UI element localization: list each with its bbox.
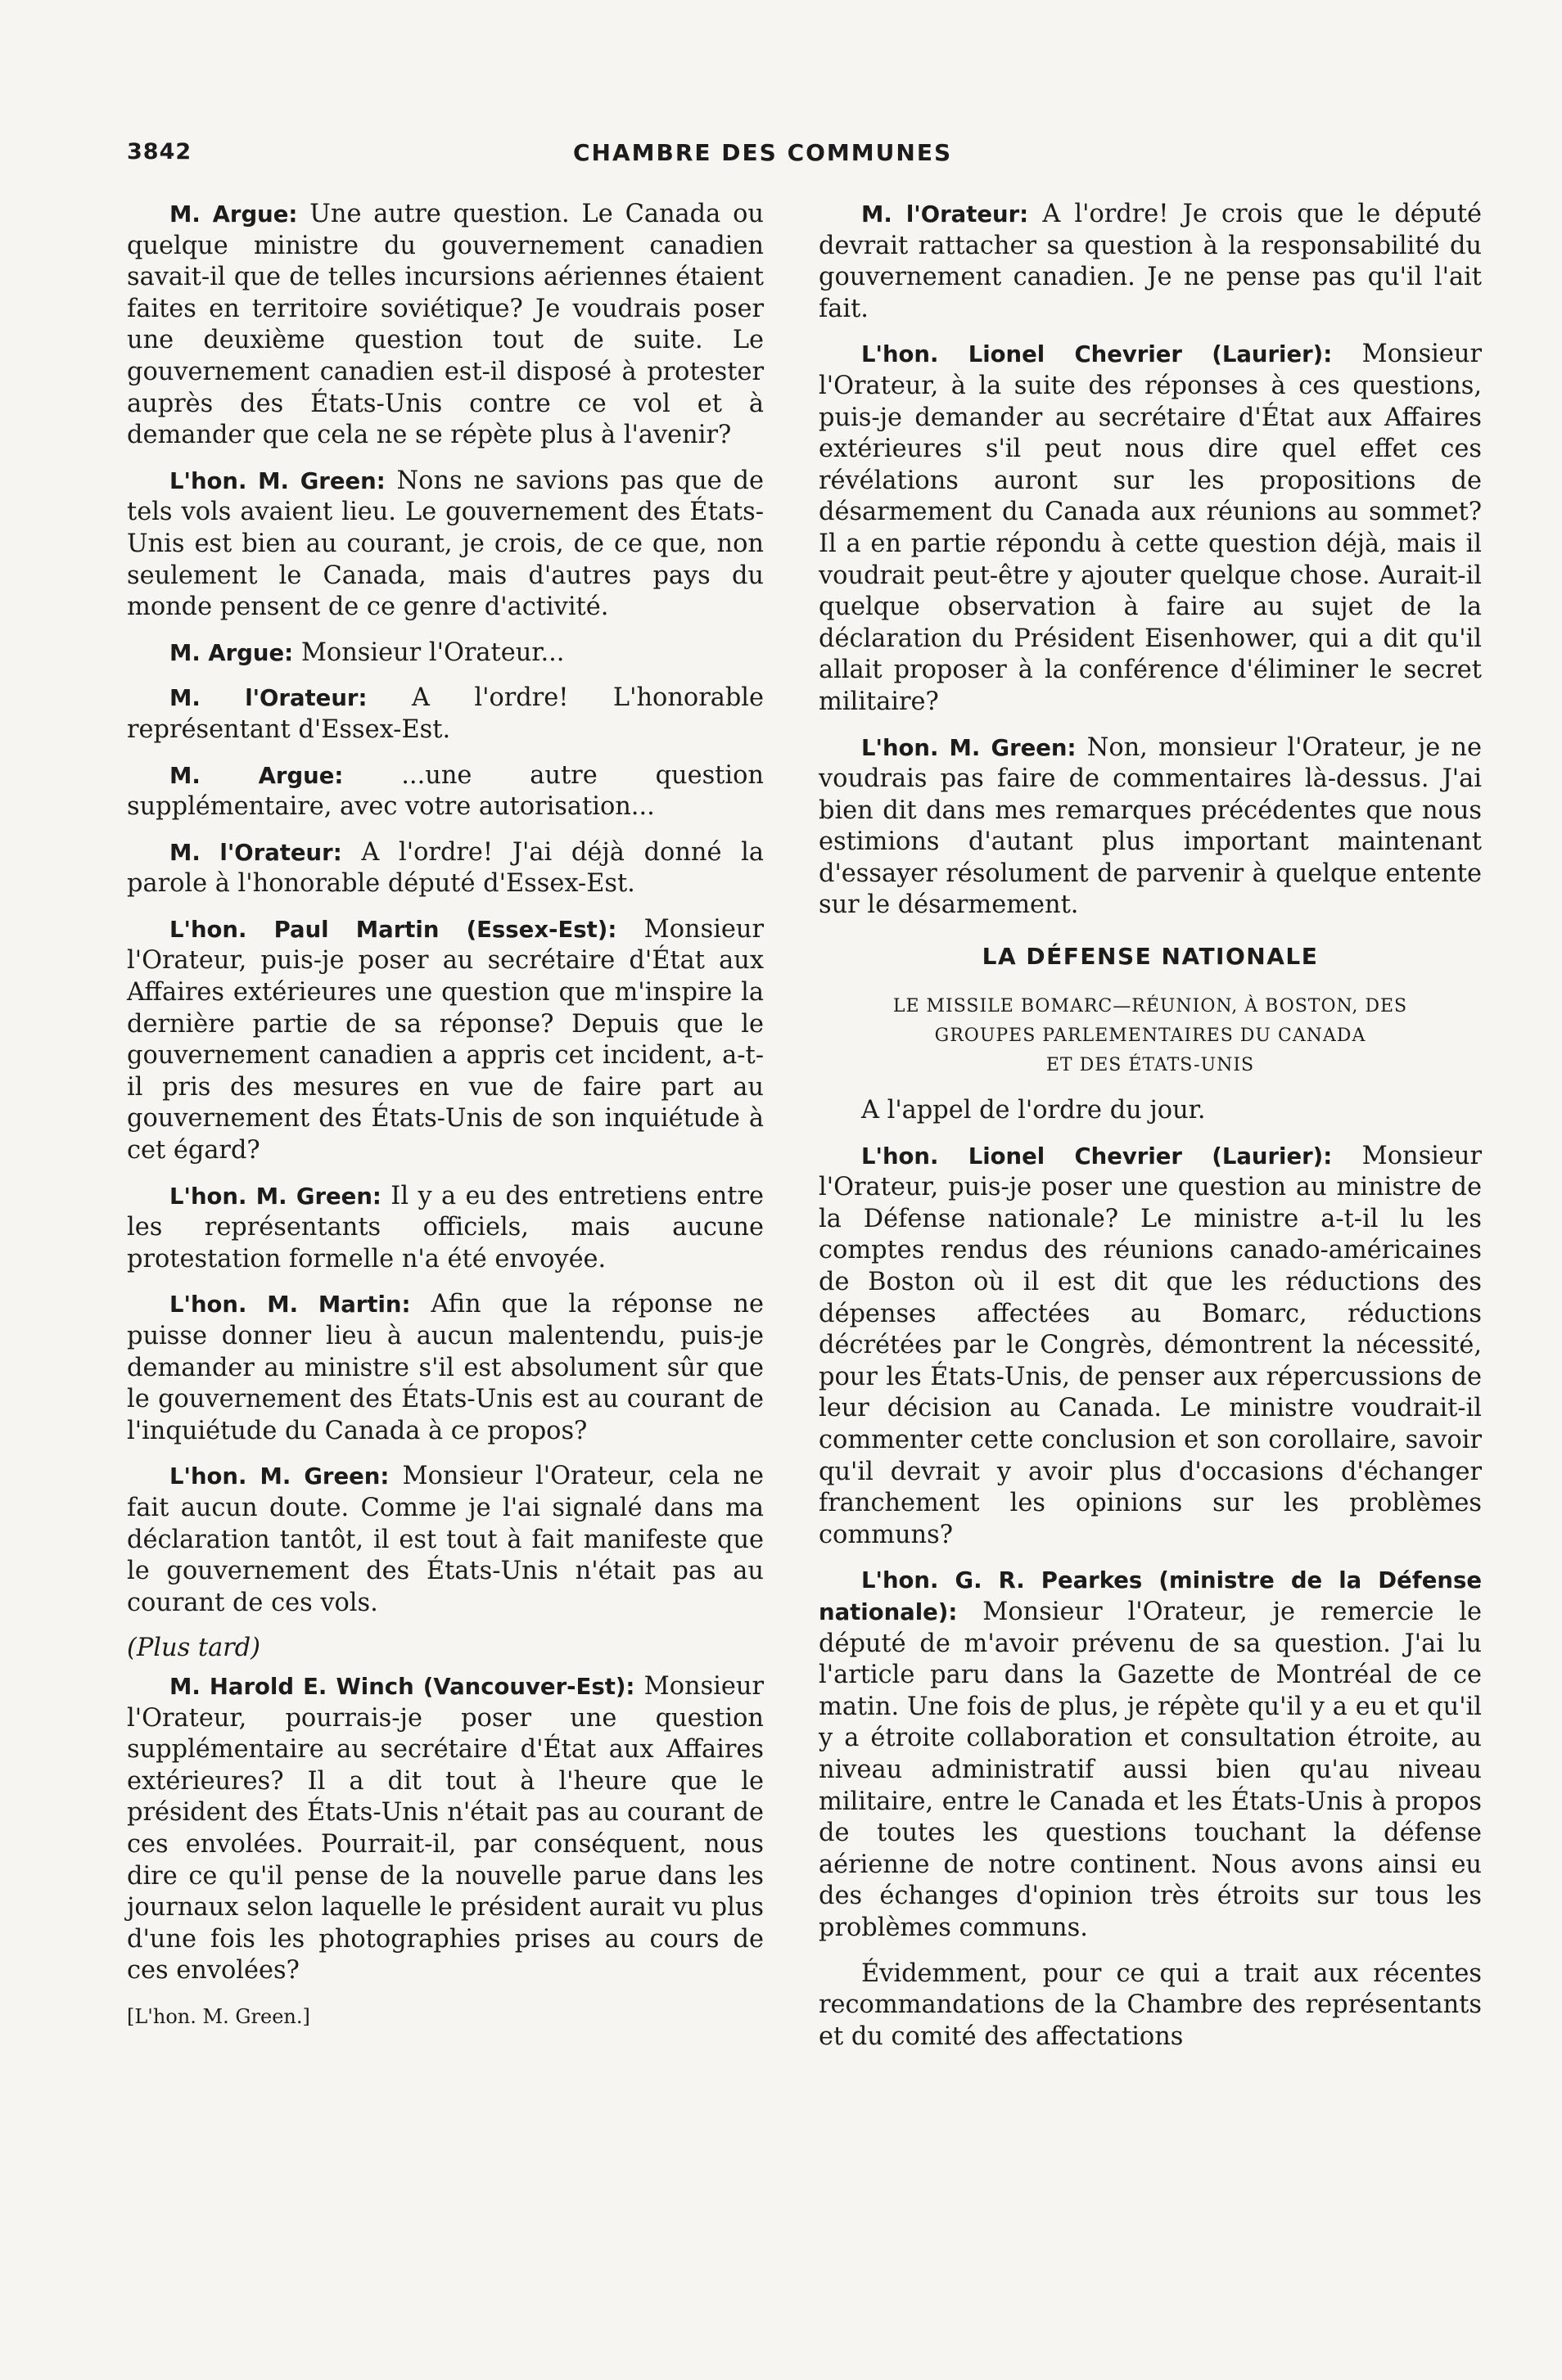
speech-text: Monsieur l'Orateur, à la suite des réponses à ces questions, puis-je demander au secrétaire d'État aux Affaires extérieures s'il peut nous dire quel effet ces révélations auront sur les propositions de désarmement du Canada aux réunions au sommet? Il a en partie répondu à cette question déjà, mais il voudrait peut-être y ajouter quelque chose. Aurait-il quelque observation à faire au sujet de la déclaration du Président Eisenhower, qui a dit qu'il allait proposer à la conférence d'éliminer le secret militaire? bbox=[819, 340, 1482, 716]
paragraph bbox=[127, 199, 764, 452]
page-number: 3842 bbox=[127, 139, 192, 165]
speech-text: Monsieur l'Orateur, cela ne fait aucun doute. Comme je l'ai signalé dans ma déclaration tantôt, il est tout à fait manifeste que le gouvernement des États-Unis n'était pas au courant de ces vols. bbox=[127, 1462, 764, 1617]
paragraph bbox=[127, 466, 764, 624]
speaker-name: L'hon. M. Green: bbox=[861, 734, 1077, 761]
speaker-name: L'hon. M. Martin: bbox=[169, 1291, 411, 1318]
paragraph bbox=[819, 199, 1482, 325]
speech-text: Monsieur l'Orateur... bbox=[293, 638, 565, 667]
speech-text: Une autre question. Le Canada ou quelque ministre du gouvernement canadien savait-il que de telles incursions aériennes étaient faites en territoire soviétique? Je voudrais poser une deuxième question tout de suite. Le gouvernement canadien est-il disposé à protester auprès des États-Unis contre ce vol et à demander que cela ne se répète plus à l'avenir? bbox=[127, 200, 764, 450]
sub-heading bbox=[819, 992, 1482, 1080]
speech-text: Monsieur l'Orateur, je remercie le député de m'avoir prévenu de sa question. J'ai lu l'article paru dans la Gazette de Montréal de ce matin. Une fois de plus, je répète qu'il y a eu et qu'il y a étroite collaboration et consultation étroite, au niveau administratif aussi bien qu'au niveau militaire, entre le Canada et les États-Unis à propos de toutes les questions touchant la défense aérienne de notre continent. Nous avons ainsi eu des échanges d'opinion très étroits sur tous les problèmes communs. bbox=[819, 1597, 1482, 1942]
section-heading: LA DÉFENSE NATIONALE bbox=[982, 943, 1319, 971]
left-column bbox=[127, 199, 764, 2052]
speech-text: Monsieur l'Orateur, puis-je poser une question au ministre de la Défense nationale? Le ministre a-t-il lu les comptes rendus des réunions canado-américaines de Boston où il est dit que les réductions des dépenses affectées au Bomarc, réductions décrétées par le Congrès, démontrent la nécessité, pour les États-Unis, de penser aux répercussions de leur décision au Canada. Le ministre voudrait-il commenter cette conclusion et son corollaire, savoir qu'il devrait y avoir plus d'occasions d'échanger franchement les opinions sur les problèmes communs? bbox=[819, 1141, 1482, 1549]
order-of-day: A l'appel de l'ordre du jour. bbox=[861, 1096, 1206, 1125]
speaker-name: M. Argue: bbox=[169, 639, 294, 666]
speech-text: Monsieur l'Orateur, puis-je poser au secrétaire d'État aux Affaires extérieures une question que m'inspire la dernière partie de sa réponse? Depuis que le gouvernement canadien a appris cet incident, a-t-il pris des mesures en vue de faire part au gouvernement des États-Unis de son inquiétude à cet égard? bbox=[127, 914, 764, 1165]
right-column bbox=[819, 199, 1482, 2067]
paragraph bbox=[127, 914, 764, 1167]
paragraph bbox=[127, 837, 764, 900]
speech-text: A l'ordre! J'ai déjà donné la parole à l'honorable député d'Essex-Est. bbox=[127, 837, 764, 899]
speech-text: A l'ordre! L'honorable représentant d'Essex-Est. bbox=[127, 683, 764, 744]
speaker-name: L'hon. Lionel Chevrier (Laurier): bbox=[861, 1143, 1333, 1170]
speaker-name: L'hon. Lionel Chevrier (Laurier): bbox=[861, 341, 1333, 368]
sub-heading-line: ET DES ÉTATS-UNIS bbox=[1045, 1055, 1255, 1076]
speech-text: Non, monsieur l'Orateur, je ne voudrais pas faire de commentaires là-dessus. J'ai bien dit dans mes remarques précédentes que nous estimions d'autant plus important maintenant d'essayer résolument de parvenir à quelque entente sur le désarmement. bbox=[819, 732, 1482, 920]
sub-heading-line: LE MISSILE BOMARC—RÉUNION, À BOSTON, DES bbox=[892, 996, 1408, 1017]
paragraph bbox=[127, 1671, 764, 1987]
paragraph bbox=[819, 339, 1482, 718]
paragraph bbox=[819, 1141, 1482, 1552]
paragraph bbox=[127, 1289, 764, 1447]
paragraph bbox=[127, 760, 764, 823]
speaker-name: M. l'Orateur: bbox=[169, 685, 368, 712]
paragraph bbox=[127, 683, 764, 746]
paragraph bbox=[819, 1565, 1482, 1944]
speaker-name: L'hon. M. Green: bbox=[169, 1183, 381, 1210]
speaker-name: M. Argue: bbox=[169, 201, 298, 228]
paragraph bbox=[819, 732, 1482, 922]
speech-text: Afin que la réponse ne puisse donner lieu à aucun malentendu, puis-je demander au ministre s'il est absolument sûr que le gouvernement des États-Unis est au courant de l'inquiétude du Canada à ce propos? bbox=[127, 1290, 764, 1445]
sub-heading-line: GROUPES PARLEMENTAIRES DU CANADA bbox=[934, 1025, 1366, 1047]
time-note: (Plus tard) bbox=[127, 1634, 261, 1663]
speech-text: Nons ne savions pas que de tels vols avaient lieu. Le gouvernement des États-Unis est bien au courant, je crois, de ce que, non seulement le Canada, mais d'autres pays du monde pensent de ce genre d'activité. bbox=[127, 466, 764, 622]
paragraph bbox=[127, 1181, 764, 1276]
speaker-name: L'hon. M. Green: bbox=[169, 1463, 390, 1490]
speech-text: Il y a eu des entretiens entre les représentants officiels, mais aucune protestation formelle n'a été envoyée. bbox=[127, 1181, 764, 1273]
speaker-name: M. Argue: bbox=[169, 762, 344, 789]
speaker-name: M. l'Orateur: bbox=[169, 839, 342, 866]
speech-text: Monsieur l'Orateur, pourrais-je poser une question supplémentaire au secrétaire d'État aux Affaires extérieures? Il a dit tout à l'heure que le président des États-Unis n'était pas au courant de ces envolées. Pourrait-il, par conséquent, nous dire ce qu'il pense de la nouvelle parue dans les journaux selon laquelle le président aurait vu plus d'une fois les photographies prises au cours de ces envolées? bbox=[127, 1671, 764, 1986]
speaker-name: M. Harold E. Winch (Vancouver-Est): bbox=[169, 1673, 635, 1700]
speech-text: ...une autre question supplémentaire, avec votre autorisation... bbox=[127, 760, 764, 822]
paragraph bbox=[127, 638, 764, 669]
paragraph bbox=[127, 1461, 764, 1619]
paragraph: Évidemment, pour ce qui a trait aux récentes recommandations de la Chambre des représentants et du comité des affectations bbox=[819, 1959, 1482, 2051]
speech-text: A l'ordre! Je crois que le député devrait rattacher sa question à la responsabilité du gouvernement canadien. Je ne pense pas qu'il l'ait fait. bbox=[819, 200, 1483, 323]
running-title: CHAMBRE DES COMMUNES bbox=[573, 139, 953, 166]
speaker-name: L'hon. Paul Martin (Essex-Est): bbox=[169, 916, 617, 943]
speaker-name: L'hon. M. Green: bbox=[169, 467, 386, 494]
footer-reference: [L'hon. M. Green.] bbox=[127, 2004, 310, 2028]
speaker-name: L'hon. G. R. Pearkes (ministre de la Défense nationale): bbox=[819, 1567, 1482, 1625]
page-header bbox=[127, 139, 1481, 175]
speaker-name: M. l'Orateur: bbox=[861, 201, 1029, 228]
